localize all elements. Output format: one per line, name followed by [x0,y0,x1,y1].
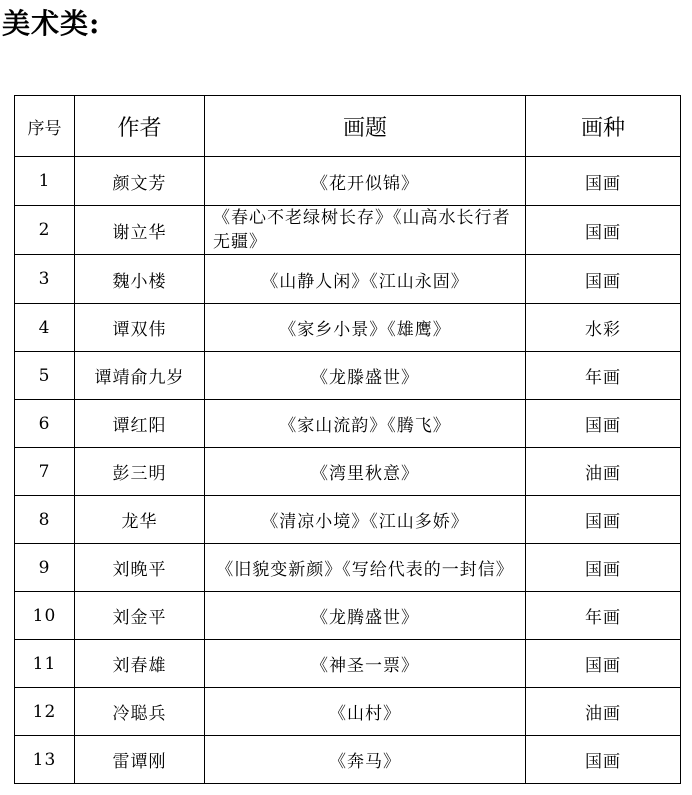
table-row [15,640,681,688]
cell-title: 《神圣一票》 [205,640,526,688]
cell-author: 彭三明 [75,448,205,496]
cell-index: 8 [15,496,75,544]
cell-author: 冷聪兵 [75,688,205,736]
cell-index: 7 [15,448,75,496]
cell-author: 龙华 [75,496,205,544]
header-author: 作者 [75,96,205,157]
cell-type: 国画 [526,640,681,688]
cell-title: 《湾里秋意》 [205,448,526,496]
cell-index: 12 [15,688,75,736]
artwork-table [14,95,681,784]
cell-type: 国画 [526,496,681,544]
table-body [15,157,681,784]
table-row [15,736,681,784]
cell-author: 刘金平 [75,592,205,640]
cell-author: 颜文芳 [75,157,205,206]
cell-title: 《山静人闲》《江山永固》 [205,255,526,304]
cell-author: 刘春雄 [75,640,205,688]
cell-index: 6 [15,400,75,448]
cell-index: 4 [15,304,75,352]
table-row [15,304,681,352]
cell-author: 魏小楼 [75,255,205,304]
cell-title: 《家山流韵》《腾飞》 [205,400,526,448]
cell-index: 13 [15,736,75,784]
cell-title: 《清凉小境》《江山多娇》 [205,496,526,544]
cell-title: 《家乡小景》《雄鹰》 [205,304,526,352]
cell-type: 油画 [526,688,681,736]
table-row [15,255,681,304]
cell-type: 国画 [526,544,681,592]
table-row [15,206,681,255]
table-row [15,688,681,736]
cell-index: 11 [15,640,75,688]
table-row [15,544,681,592]
cell-type: 国画 [526,736,681,784]
cell-type: 国画 [526,157,681,206]
cell-index: 9 [15,544,75,592]
cell-index: 2 [15,206,75,255]
table-row [15,352,681,400]
table-row [15,496,681,544]
section-heading: 美术类: [2,7,101,40]
cell-type: 年画 [526,592,681,640]
cell-title: 《奔马》 [205,736,526,784]
cell-index: 10 [15,592,75,640]
cell-type: 国画 [526,206,681,255]
cell-title: 《山村》 [205,688,526,736]
cell-author: 雷谭刚 [75,736,205,784]
table-row [15,592,681,640]
cell-author: 谭红阳 [75,400,205,448]
cell-type: 水彩 [526,304,681,352]
table-row [15,157,681,206]
header-index: 序号 [15,96,75,157]
table-row [15,400,681,448]
cell-author: 刘晚平 [75,544,205,592]
cell-type: 国画 [526,400,681,448]
cell-type: 国画 [526,255,681,304]
cell-type: 年画 [526,352,681,400]
header-title: 画题 [205,96,526,157]
cell-title: 《旧貌变新颜》《写给代表的一封信》 [205,544,526,592]
cell-type: 油画 [526,448,681,496]
table-header-row [15,96,681,157]
cell-index: 5 [15,352,75,400]
table-row [15,448,681,496]
cell-author: 谢立华 [75,206,205,255]
cell-author: 谭靖俞九岁 [75,352,205,400]
header-type: 画种 [526,96,681,157]
cell-index: 1 [15,157,75,206]
cell-index: 3 [15,255,75,304]
cell-author: 谭双伟 [75,304,205,352]
cell-title: 《龙滕盛世》 [205,352,526,400]
cell-title: 《春心不老绿树长存》《山高水长行者无疆》 [205,206,526,255]
cell-title: 《花开似锦》 [205,157,526,206]
cell-title: 《龙腾盛世》 [205,592,526,640]
